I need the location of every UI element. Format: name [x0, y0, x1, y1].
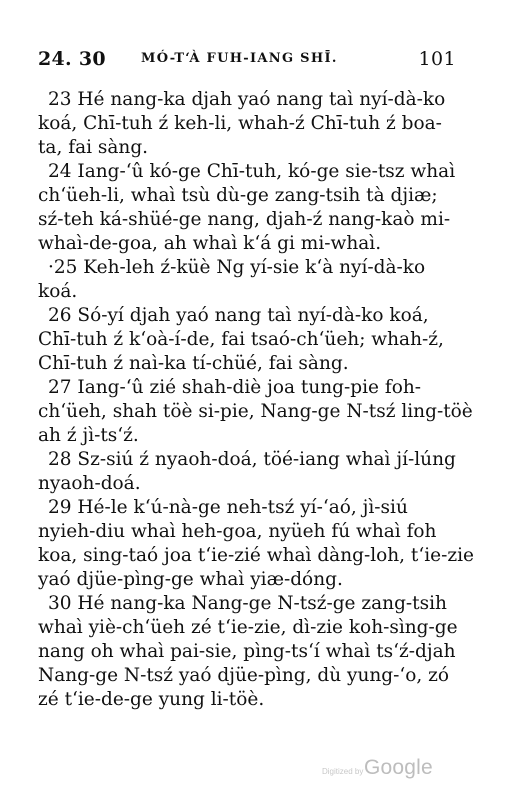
verse-line: nyieh-diu whaì heh-goa, nyüeh fú whaì foh — [38, 521, 437, 542]
verse-line: chʻüeh, shah töè si-pie, Nang-ge N-tsź ling-töè — [38, 401, 473, 422]
verse-line: 27 Iang-ʻû zié shah-diè joa tung-pie foh- — [48, 377, 422, 398]
verse-line: Nang-ge N-tsź yaó djüe-pìng, dù yung-ʻo, zó — [38, 665, 450, 686]
verse-line: koá. — [38, 281, 78, 302]
watermark-logo-text: Google — [364, 756, 433, 779]
verse-line: ·25 Keh-leh ź-küè Ng yí-sie kʻà nyí-dà-ko — [48, 257, 426, 278]
digitization-watermark — [322, 756, 432, 782]
verse-line: 29 Hé-le kʻú-nà-ge neh-tsź yí-ʻaó, jì-siú — [48, 497, 408, 518]
verse-line: whaì yiè-chʻüeh zé tʻie-zie, dì-zie koh-sìng-ge — [38, 617, 458, 638]
verse-line: koa, sing-taó joa tʻie-zié whaì dàng-loh, tʻie-zie — [38, 545, 474, 566]
verse-line: ta, fai sàng. — [38, 137, 149, 158]
verse-paragraph — [38, 496, 474, 592]
running-header — [38, 48, 456, 72]
verse-paragraph — [38, 592, 456, 712]
verse-paragraph — [38, 304, 456, 376]
verse-line: yaó djüe-pìng-ge whaì yiæ-dóng. — [38, 569, 343, 590]
verse-paragraph — [38, 88, 456, 160]
verse-line: nyaoh-doá. — [38, 473, 141, 494]
verse-paragraph — [38, 448, 456, 496]
verse-text-block — [38, 88, 474, 712]
verse-line: sź-teh ká-shüé-ge nang, djah-ź nang-kaò mi- — [38, 209, 451, 230]
verse-line: Chī-tuh ź kʻoà-í-de, fai tsaó-chʻüeh; whah-ź, — [38, 329, 444, 350]
chapter-verse-reference: 24. 30 — [38, 48, 106, 70]
verse-line: Chī-tuh ź naì-ka tí-chüé, fai sàng. — [38, 353, 349, 374]
page-number: 101 — [418, 48, 456, 70]
verse-line: chʻüeh-li, whaì tsù dù-ge zang-tsih tà djiæ; — [38, 185, 438, 206]
verse-paragraph — [38, 160, 456, 256]
verse-line: whaì-de-goa, ah whaì kʻá gi mi-whaì. — [38, 233, 382, 254]
verse-line: zé tʻie-de-ge yung li-töè. — [38, 689, 265, 710]
watermark-small-text: Digitized by — [322, 767, 364, 776]
verse-paragraph — [38, 376, 473, 448]
verse-line: 28 Sz-siú ź nyaoh-doá, töé-iang whaì jí-lúng — [48, 449, 456, 470]
verse-line: nang oh whaì pai-sie, pìng-tsʻí whaì tsʻź-djah — [38, 641, 456, 662]
verse-line: 23 Hé nang-ka djah yaó nang taì nyí-dà-ko — [48, 89, 446, 110]
verse-paragraph — [38, 256, 456, 304]
verse-line: koá, Chī-tuh ź keh-li, whah-ź Chī-tuh ź boa- — [38, 113, 442, 134]
verse-line: 30 Hé nang-ka Nang-ge N-tsź-ge zang-tsih — [48, 593, 447, 614]
verse-line: 26 Só-yí djah yaó nang taì nyí-dà-ko koá, — [48, 305, 429, 326]
book-title: MÓ-TʻÀ FUH-IANG SHĪ. — [141, 51, 338, 66]
verse-line: 24 Iang-ʻû kó-ge Chī-tuh, kó-ge sie-tsz whaì — [48, 161, 456, 182]
verse-line: ah ź jì-tsʻź. — [38, 425, 139, 446]
